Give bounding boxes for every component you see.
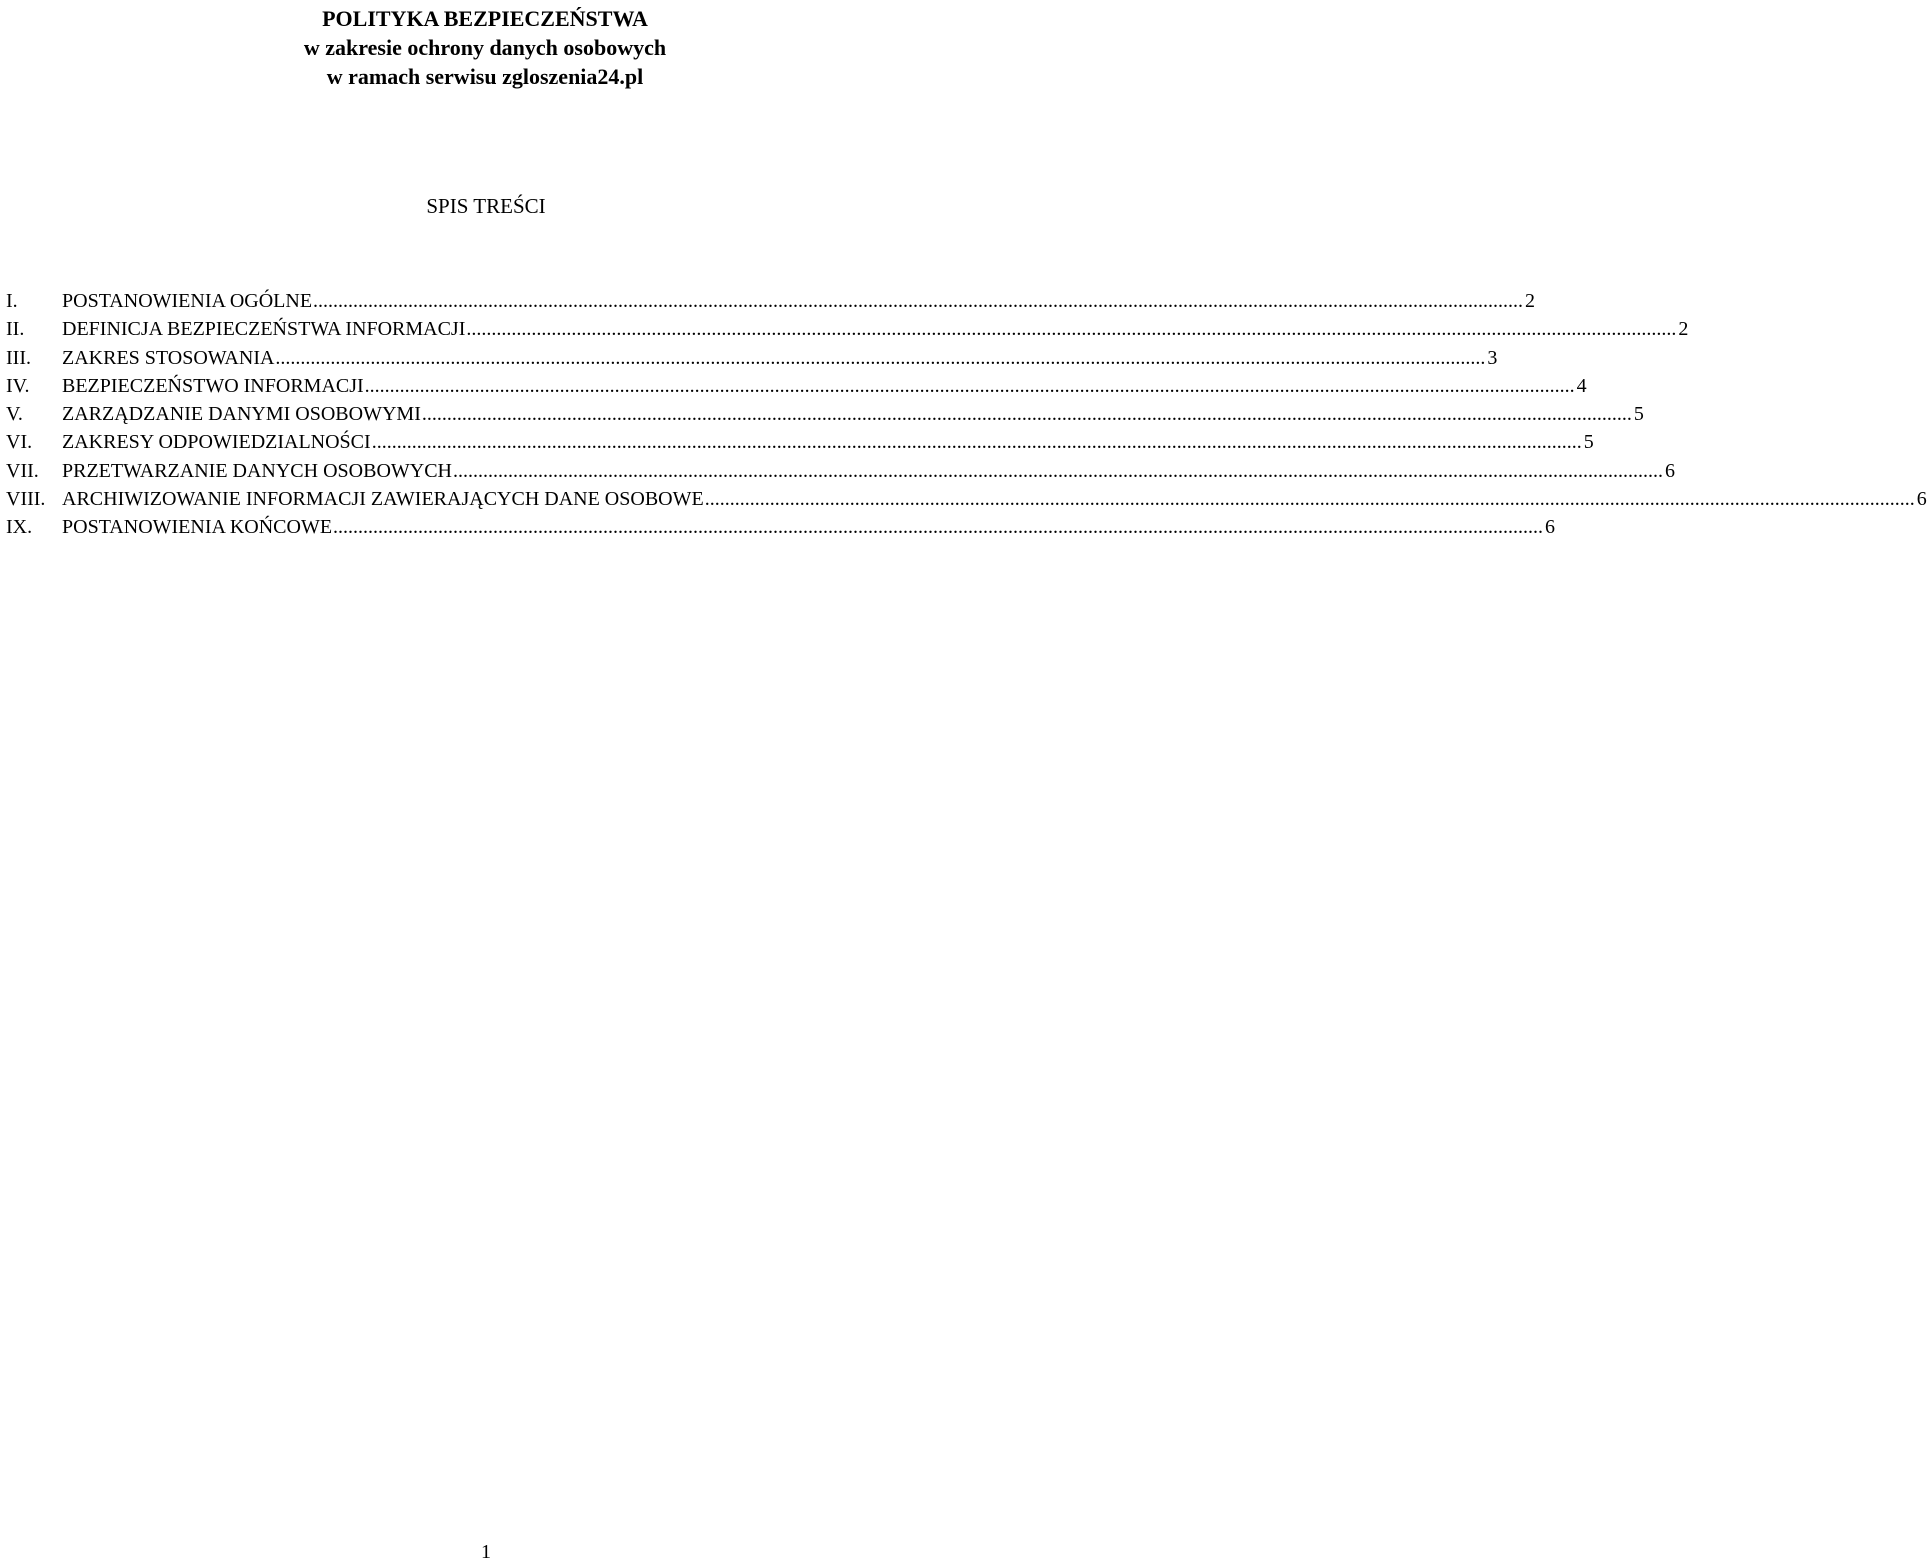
toc-entry-title: ARCHIWIZOWANIE INFORMACJI ZAWIERAJĄCYCH DANE OSOBOWE — [62, 488, 704, 511]
toc-entry-page: 3 — [1487, 346, 1498, 369]
toc-dot-leader — [313, 287, 1523, 315]
toc-dot-leader — [372, 428, 1582, 456]
toc-entry-number: VI. — [6, 431, 33, 454]
toc-entry-page: 5 — [1583, 431, 1594, 454]
toc-entry-number: IV. — [6, 374, 30, 397]
toc-entry[interactable] — [6, 372, 1587, 400]
toc-entry-title: ZAKRES STOSOWANIA — [62, 346, 275, 369]
toc-entry-title: DEFINICJA BEZPIECZEŃSTWA INFORMACJI — [62, 318, 466, 341]
toc-entry-page: 5 — [1633, 403, 1644, 426]
toc-entry-page: 2 — [1525, 290, 1536, 312]
title-line-2: w zakresie ochrony danych osobowych — [303, 35, 667, 60]
title-line-3: w ramach serwisu zgloszenia24.pl — [326, 64, 644, 89]
toc-entry[interactable] — [6, 400, 1644, 428]
toc-dot-leader — [275, 344, 1485, 372]
toc-entry-page: 6 — [1916, 488, 1927, 511]
toc-entry-page: 4 — [1576, 374, 1587, 397]
toc-entry-title: PRZETWARZANIE DANYCH OSOBOWYCH — [62, 459, 452, 482]
toc-dot-leader — [466, 315, 1676, 343]
toc-entry-number: V. — [6, 403, 23, 426]
toc-entry-page: 6 — [1545, 516, 1556, 539]
title-line-1: POLITYKA BEZPIECZEŃSTWA — [322, 6, 648, 31]
toc-entry[interactable] — [6, 344, 1498, 372]
toc-dot-leader — [453, 457, 1663, 485]
document-title — [0, 4, 970, 91]
page-number: 1 — [481, 1541, 491, 1563]
toc-heading: SPIS TREŚCI — [426, 194, 546, 218]
toc-entry[interactable] — [6, 315, 1689, 343]
toc-entry-number: I. — [6, 290, 18, 312]
toc-entry-number: II. — [6, 318, 25, 341]
toc-entry-number: VIII. — [6, 488, 46, 511]
toc-entry-title: POSTANOWIENIA OGÓLNE — [62, 290, 313, 312]
toc-entry-title: BEZPIECZEŃSTWO INFORMACJI — [62, 374, 364, 397]
toc-dot-leader — [705, 485, 1915, 513]
table-of-contents — [6, 287, 1927, 542]
toc-entry[interactable] — [6, 485, 1927, 513]
toc-entry-title: ZAKRESY ODPOWIEDZIALNOŚCI — [62, 431, 371, 454]
toc-entry[interactable] — [6, 457, 1675, 485]
toc-entry[interactable] — [6, 428, 1594, 456]
toc-entry[interactable] — [6, 513, 1556, 541]
toc-entry-number: IX. — [6, 516, 33, 539]
toc-dot-leader — [333, 513, 1543, 541]
toc-entry-number: III. — [6, 346, 31, 369]
toc-entry[interactable] — [6, 287, 1536, 315]
toc-entry-title: ZARZĄDZANIE DANYMI OSOBOWYMI — [62, 403, 421, 426]
toc-entry-page: 6 — [1665, 459, 1675, 482]
toc-dot-leader — [422, 400, 1632, 428]
toc-dot-leader — [365, 372, 1575, 400]
toc-entry-title: POSTANOWIENIA KOŃCOWE — [62, 516, 333, 539]
toc-entry-page: 2 — [1678, 318, 1689, 341]
toc-entry-number: VII. — [6, 459, 39, 482]
